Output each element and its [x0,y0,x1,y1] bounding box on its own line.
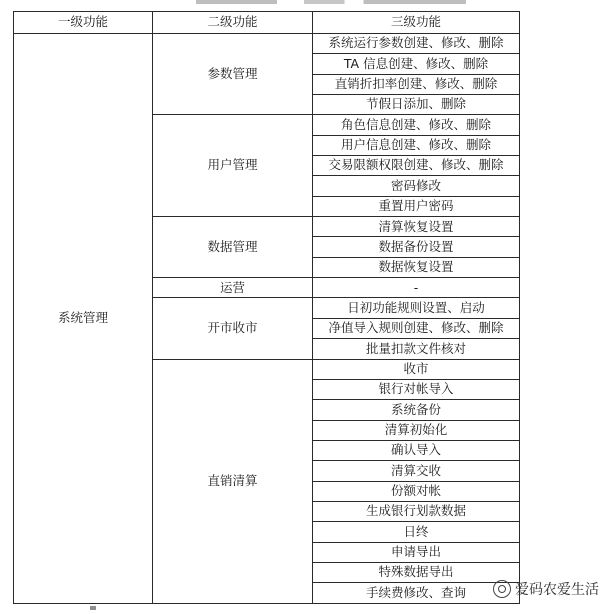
level3-cell: 日初功能规则设置、启动 [313,298,520,318]
level3-cell: 重置用户密码 [313,196,520,216]
level2-cell: 开市收市 [153,298,313,359]
bottom-mark [90,606,96,610]
level3-cell: 银行对帐导入 [313,379,520,399]
level3-cell: 系统备份 [313,400,520,420]
level3-cell: - [313,278,520,298]
level3-cell: 净值导入规则创建、修改、删除 [313,318,520,338]
table-row [14,34,520,54]
function-table [13,11,520,604]
level3-cell: 角色信息创建、修改、删除 [313,115,520,135]
level3-cell: 份额对帐 [313,481,520,501]
level3-cell: 收市 [313,359,520,379]
level3-cell: 交易限额权限创建、修改、删除 [313,156,520,176]
level3-cell: 用户信息创建、修改、删除 [313,135,520,155]
level2-cell: 数据管理 [153,217,313,278]
top-cropped-caption [196,0,466,4]
level3-cell: 确认导入 [313,440,520,460]
level2-cell: 直销清算 [153,359,313,603]
level3-cell: 直销折扣率创建、修改、删除 [313,74,520,94]
header-row [14,12,520,34]
level3-cell: 节假日添加、删除 [313,95,520,115]
level3-cell: 清算恢复设置 [313,217,520,237]
level3-cell: 数据恢复设置 [313,257,520,277]
level2-cell: 用户管理 [153,115,313,217]
header-level2: 二级功能 [153,12,313,34]
level2-cell: 运营 [153,278,313,298]
level3-cell: 生成银行划款数据 [313,501,520,521]
level3-cell: TA 信息创建、修改、删除 [313,54,520,74]
level2-cell: 参数管理 [153,34,313,115]
level3-cell: 数据备份设置 [313,237,520,257]
table-body [14,34,520,604]
level3-cell: 密码修改 [313,176,520,196]
wechat-logo-icon [493,580,511,598]
header-level3: 三级功能 [313,12,520,34]
level3-cell: 手续费修改、查询 [313,583,520,603]
level3-cell: 系统运行参数创建、修改、删除 [313,34,520,54]
level3-cell: 特殊数据导出 [313,562,520,582]
watermark-text: 爱码农爱生活 [515,582,599,598]
level3-cell: 申请导出 [313,542,520,562]
level1-cell: 系统管理 [14,34,153,604]
level3-cell: 清算初始化 [313,420,520,440]
level3-cell: 日终 [313,522,520,542]
level3-cell: 清算交收 [313,461,520,481]
watermark [493,579,599,599]
header-level1: 一级功能 [14,12,153,34]
level3-cell: 批量扣款文件核对 [313,339,520,359]
